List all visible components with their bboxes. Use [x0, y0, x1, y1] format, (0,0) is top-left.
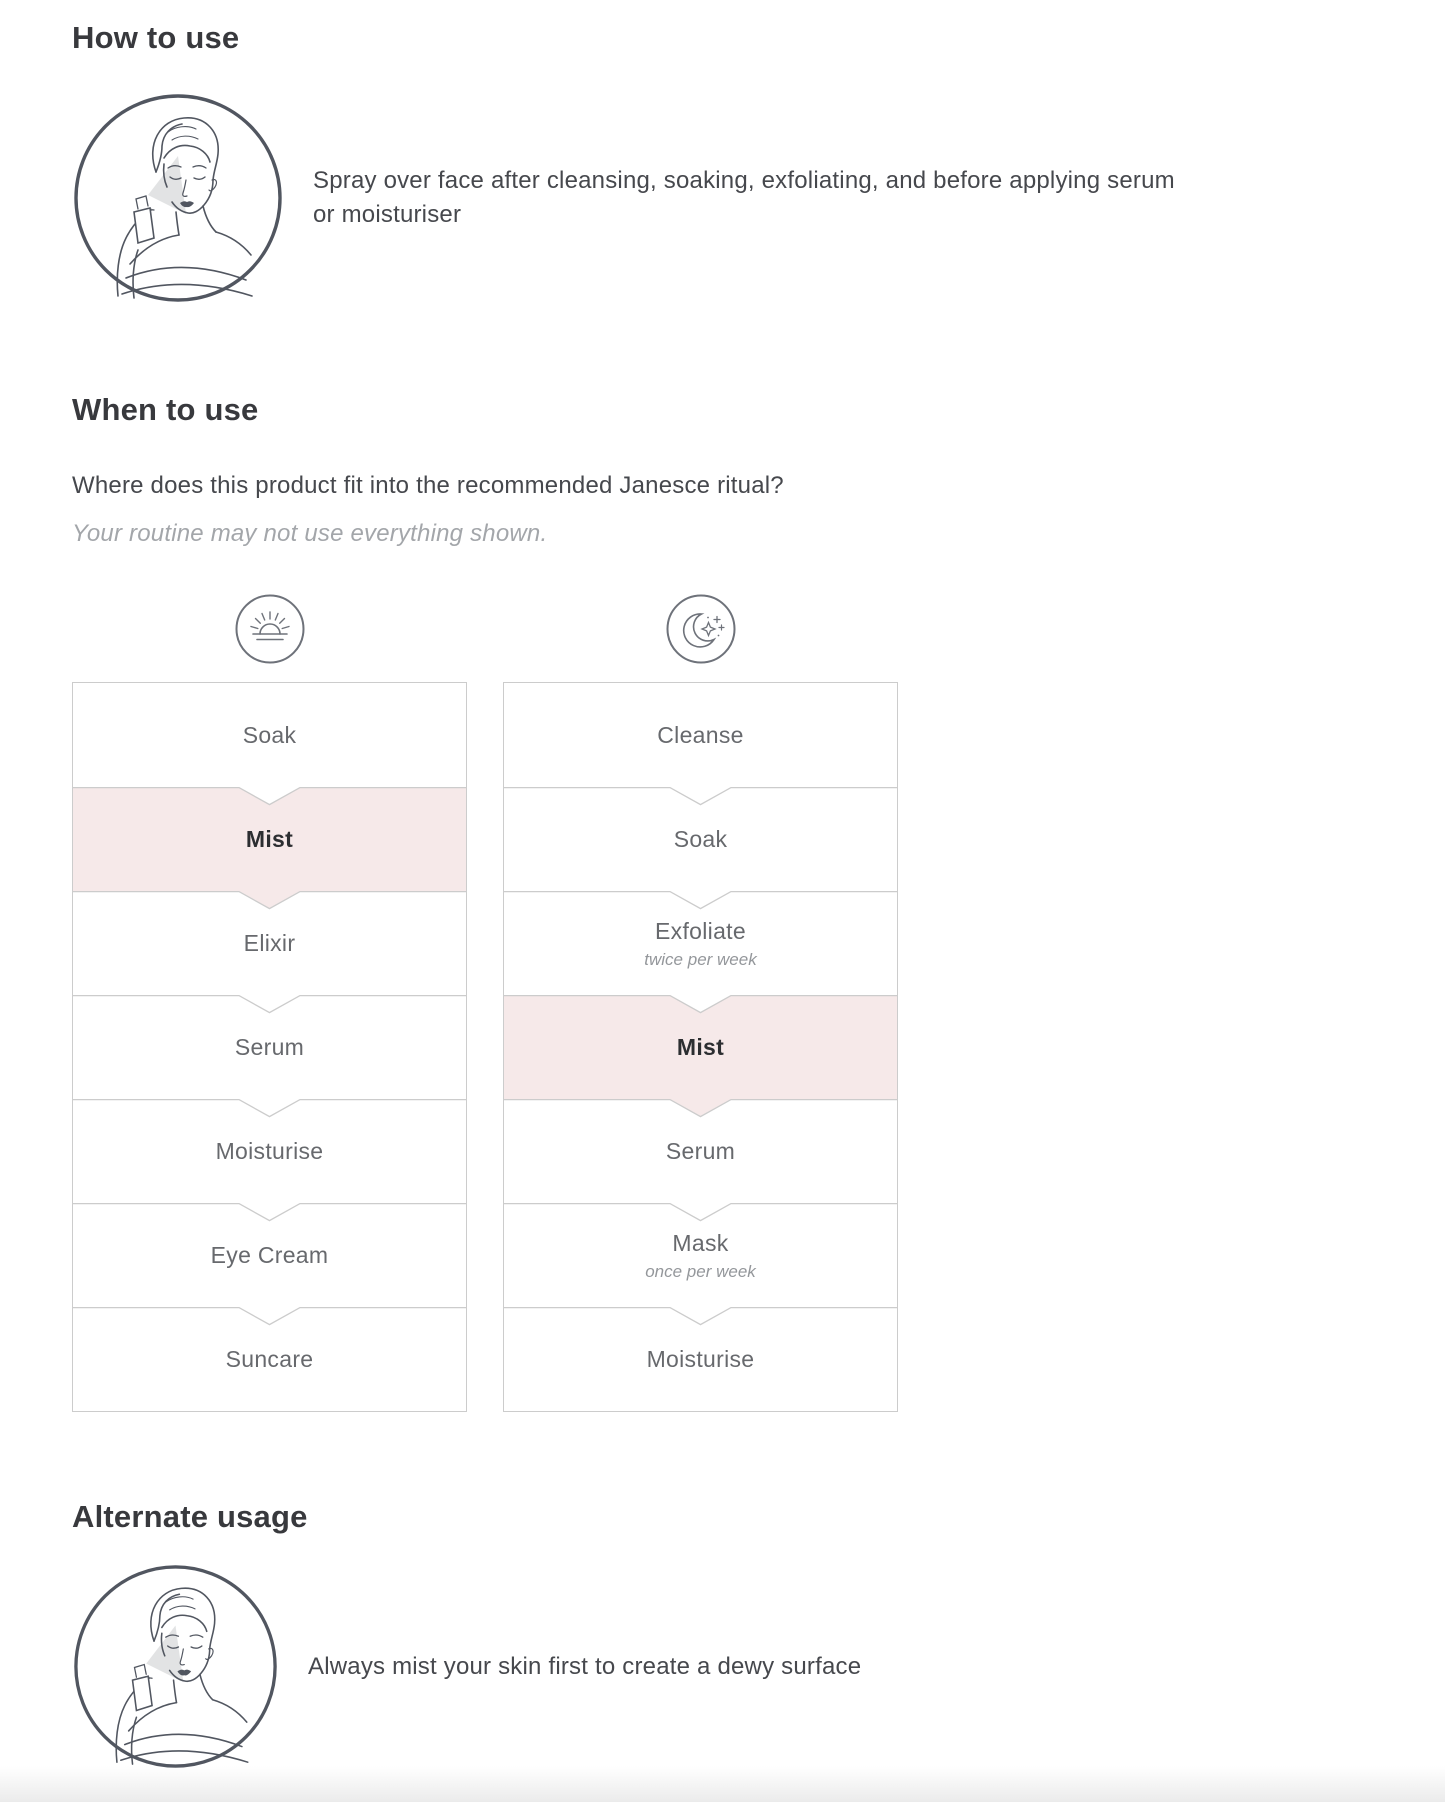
ritual-step-sublabel: twice per week — [644, 949, 757, 969]
ritual-step — [73, 995, 466, 1099]
ritual-step — [73, 1307, 466, 1411]
ritual-note: Your routine may not use everything shown. — [72, 520, 548, 547]
ritual-question: Where does this product fit into the recommended Janesce ritual? — [72, 472, 784, 499]
ritual-step — [504, 1099, 897, 1203]
ritual-step-label: Soak — [673, 826, 728, 852]
ritual-step-label: Eye Cream — [210, 1242, 329, 1268]
bottom-fade — [0, 1766, 1445, 1802]
ritual-step-label: Mist — [245, 826, 294, 852]
mist-application-illustration-alt — [72, 1563, 279, 1770]
alternate-usage-heading: Alternate usage — [72, 1499, 308, 1534]
ritual-step-label: Mist — [676, 1034, 725, 1060]
ritual-step-label: Soak — [242, 722, 297, 748]
ritual-step-label: Moisturise — [646, 1346, 755, 1372]
morning-steps-list — [72, 682, 467, 1412]
ritual-step — [504, 1203, 897, 1307]
ritual-step — [504, 1307, 897, 1411]
alternate-usage-description: Always mist your skin first to create a dewy surface — [308, 1652, 862, 1680]
ritual-step-label: Exfoliate — [655, 917, 746, 944]
ritual-step — [504, 683, 897, 787]
ritual-step-label: Mask — [672, 1229, 729, 1256]
ritual-step-highlighted — [73, 787, 466, 891]
evening-steps-list — [503, 682, 898, 1412]
how-to-use-heading: How to use — [72, 20, 240, 55]
evening-column — [503, 593, 898, 1412]
how-to-use-description: Spray over face after cleansing, soaking, exfoliating, and before applying serum or moisturiser — [313, 167, 1175, 228]
ritual-step-label: Serum — [234, 1034, 305, 1060]
morning-column — [72, 593, 467, 1412]
ritual-step — [73, 1203, 466, 1307]
sunrise-icon — [234, 593, 306, 665]
ritual-step-label: Suncare — [225, 1346, 314, 1372]
mist-application-illustration — [72, 92, 284, 304]
moon-stars-icon — [665, 593, 737, 665]
ritual-step-label: Cleanse — [657, 722, 744, 748]
ritual-columns — [72, 593, 1445, 1412]
ritual-step — [504, 787, 897, 891]
ritual-step — [73, 1099, 466, 1203]
ritual-step-sublabel: once per week — [645, 1261, 756, 1281]
when-to-use-section — [72, 392, 1445, 1412]
how-to-use-section — [72, 0, 1445, 304]
ritual-step-highlighted — [504, 995, 897, 1099]
ritual-step — [73, 683, 466, 787]
ritual-step-label: Elixir — [243, 930, 296, 956]
ritual-step-label: Moisturise — [215, 1138, 324, 1164]
when-to-use-heading: When to use — [72, 392, 259, 427]
alternate-usage-section — [72, 1499, 1445, 1770]
ritual-step — [504, 891, 897, 995]
ritual-step — [73, 891, 466, 995]
ritual-step-label: Serum — [665, 1138, 736, 1164]
